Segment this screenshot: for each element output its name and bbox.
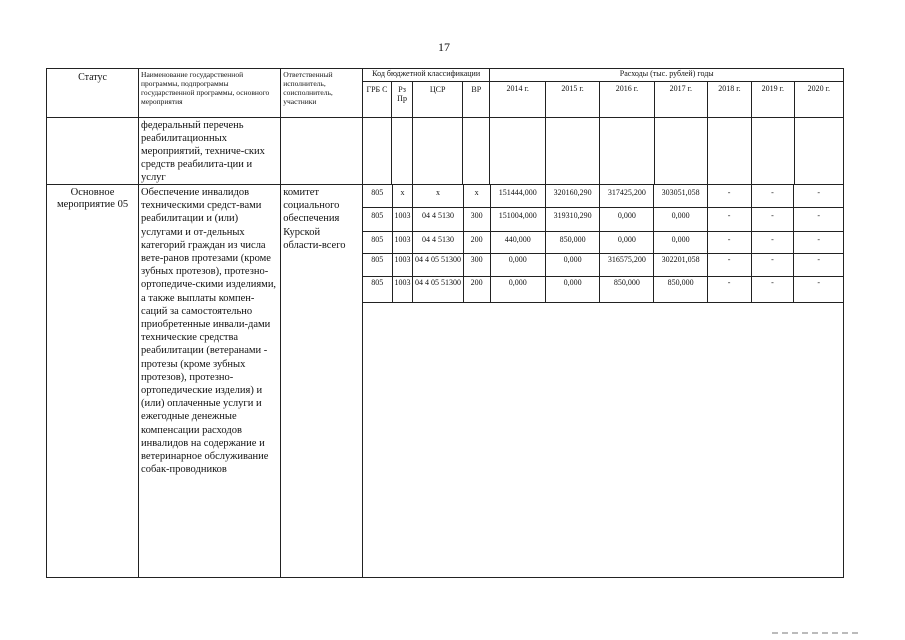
cell-grbs: 805 [363, 277, 392, 303]
cell-grbs: 805 [363, 208, 392, 232]
page-number: 17 [438, 40, 450, 54]
header-status: Статус [47, 69, 139, 118]
continuation-name: федеральный перечень реабилитационных мероприятий, техниче-ских средств реабилита-ции и услуг [139, 118, 281, 185]
cell-rzpr: х [392, 185, 413, 208]
header-grbs: ГРБ С [362, 82, 391, 118]
budget-table [46, 68, 844, 578]
cell-csr: 04 4 05 51300 [413, 277, 463, 303]
cell-y2016: 317425,200 [600, 185, 654, 208]
cell-vr: х [463, 185, 490, 208]
cell-y2020: - [794, 277, 843, 303]
cell-vr: 300 [463, 254, 490, 277]
header-rzpr: Рз Пр [392, 82, 413, 118]
budget-row [363, 254, 843, 277]
activity-status: Основное мероприятие 05 [47, 185, 139, 578]
cell-rzpr: 1003 [392, 208, 413, 232]
activity-row [47, 185, 844, 578]
cell-y2016: 0,000 [600, 232, 654, 254]
cell-y2018: - [707, 185, 751, 208]
amounts-table [363, 185, 843, 303]
header-name: Наименование государственной программы, подпрограммы государственной программы, основного мероприятия [139, 69, 281, 118]
budget-row [363, 185, 843, 208]
cell-y2016: 850,000 [600, 277, 654, 303]
cell-y2015: 850,000 [545, 232, 599, 254]
cell-y2020: - [794, 232, 843, 254]
cell-y2019: - [751, 277, 794, 303]
header-year: 2018 г. [707, 82, 751, 118]
header-expenses-group: Расходы (тыс. рублей) годы [490, 69, 844, 82]
cell-y2017: 0,000 [654, 232, 707, 254]
header-year: 2020 г. [794, 82, 843, 118]
activity-name: Обеспечение инвалидов техническими средст-вами реабилитации и (или) услугами и от-дельных категорий граждан из числа вете-ранов протезами (кроме зубных протезов), протезно-ортопедиче-скими изделиями, а также выплаты компен-саций за самостоятельно приобретенные инвали-дами технические средства реабилитации (ветеранами - протезы (кроме зубных протезов), протезно-ортопедические изделия) и (или) оплаченные услуги и ежегодные денежные компенсации расходов инвалидов на содержание и ветеринарное обслуживание собак-проводников [139, 185, 281, 578]
cell-vr: 200 [463, 232, 490, 254]
cell-y2017: 303051,058 [654, 185, 707, 208]
header-vr: ВР [463, 82, 490, 118]
cell-y2014: 151444,000 [490, 185, 545, 208]
cell-csr: 04 4 5130 [413, 232, 463, 254]
cell-csr: 04 4 05 51300 [413, 254, 463, 277]
cell-y2017: 0,000 [654, 208, 707, 232]
budget-row [363, 208, 843, 232]
cell-vr: 200 [463, 277, 490, 303]
cell-grbs: 805 [363, 185, 392, 208]
cell-grbs: 805 [363, 254, 392, 277]
header-year: 2017 г. [654, 82, 707, 118]
cell-y2019: - [751, 254, 794, 277]
budget-row [363, 277, 843, 303]
cell-y2018: - [707, 254, 751, 277]
header-csr: ЦСР [413, 82, 463, 118]
cell-y2015: 319310,290 [545, 208, 599, 232]
continuation-row [47, 118, 844, 185]
cell-csr: х [413, 185, 463, 208]
cell-y2015: 0,000 [545, 277, 599, 303]
cell-y2020: - [794, 254, 843, 277]
cell-y2014: 0,000 [490, 277, 545, 303]
cell-rzpr: 1003 [392, 277, 413, 303]
budget-row [363, 232, 843, 254]
header-year: 2019 г. [751, 82, 794, 118]
cell-y2015: 320160,290 [545, 185, 599, 208]
cell-rzpr: 1003 [392, 232, 413, 254]
cell-vr: 300 [463, 208, 490, 232]
cell-y2016: 0,000 [600, 208, 654, 232]
header-responsible: Ответственный исполнитель, соисполнитель, участники [281, 69, 363, 118]
cell-y2016: 316575,200 [600, 254, 654, 277]
header-year: 2014 г. [490, 82, 545, 118]
cell-y2014: 151004,000 [490, 208, 545, 232]
cell-y2018: - [707, 277, 751, 303]
cell-grbs: 805 [363, 232, 392, 254]
cell-y2017: 850,000 [654, 277, 707, 303]
scan-artifact [772, 632, 862, 634]
cell-y2019: - [751, 232, 794, 254]
cell-y2019: - [751, 185, 794, 208]
cell-y2017: 302201,058 [654, 254, 707, 277]
header-code-group: Код бюджетной классификации [362, 69, 490, 82]
cell-y2018: - [707, 208, 751, 232]
header-year: 2015 г. [545, 82, 599, 118]
continuation-status [47, 118, 139, 185]
cell-csr: 04 4 5130 [413, 208, 463, 232]
cell-y2019: - [751, 208, 794, 232]
cell-y2014: 0,000 [490, 254, 545, 277]
cell-y2015: 0,000 [545, 254, 599, 277]
cell-y2018: - [707, 232, 751, 254]
cell-rzpr: 1003 [392, 254, 413, 277]
cell-y2020: - [794, 208, 843, 232]
header-year: 2016 г. [600, 82, 654, 118]
amounts-cell [362, 185, 843, 578]
cell-y2020: - [794, 185, 843, 208]
cell-y2014: 440,000 [490, 232, 545, 254]
activity-responsible: комитет социального обеспечения Курской области-всего [281, 185, 363, 578]
